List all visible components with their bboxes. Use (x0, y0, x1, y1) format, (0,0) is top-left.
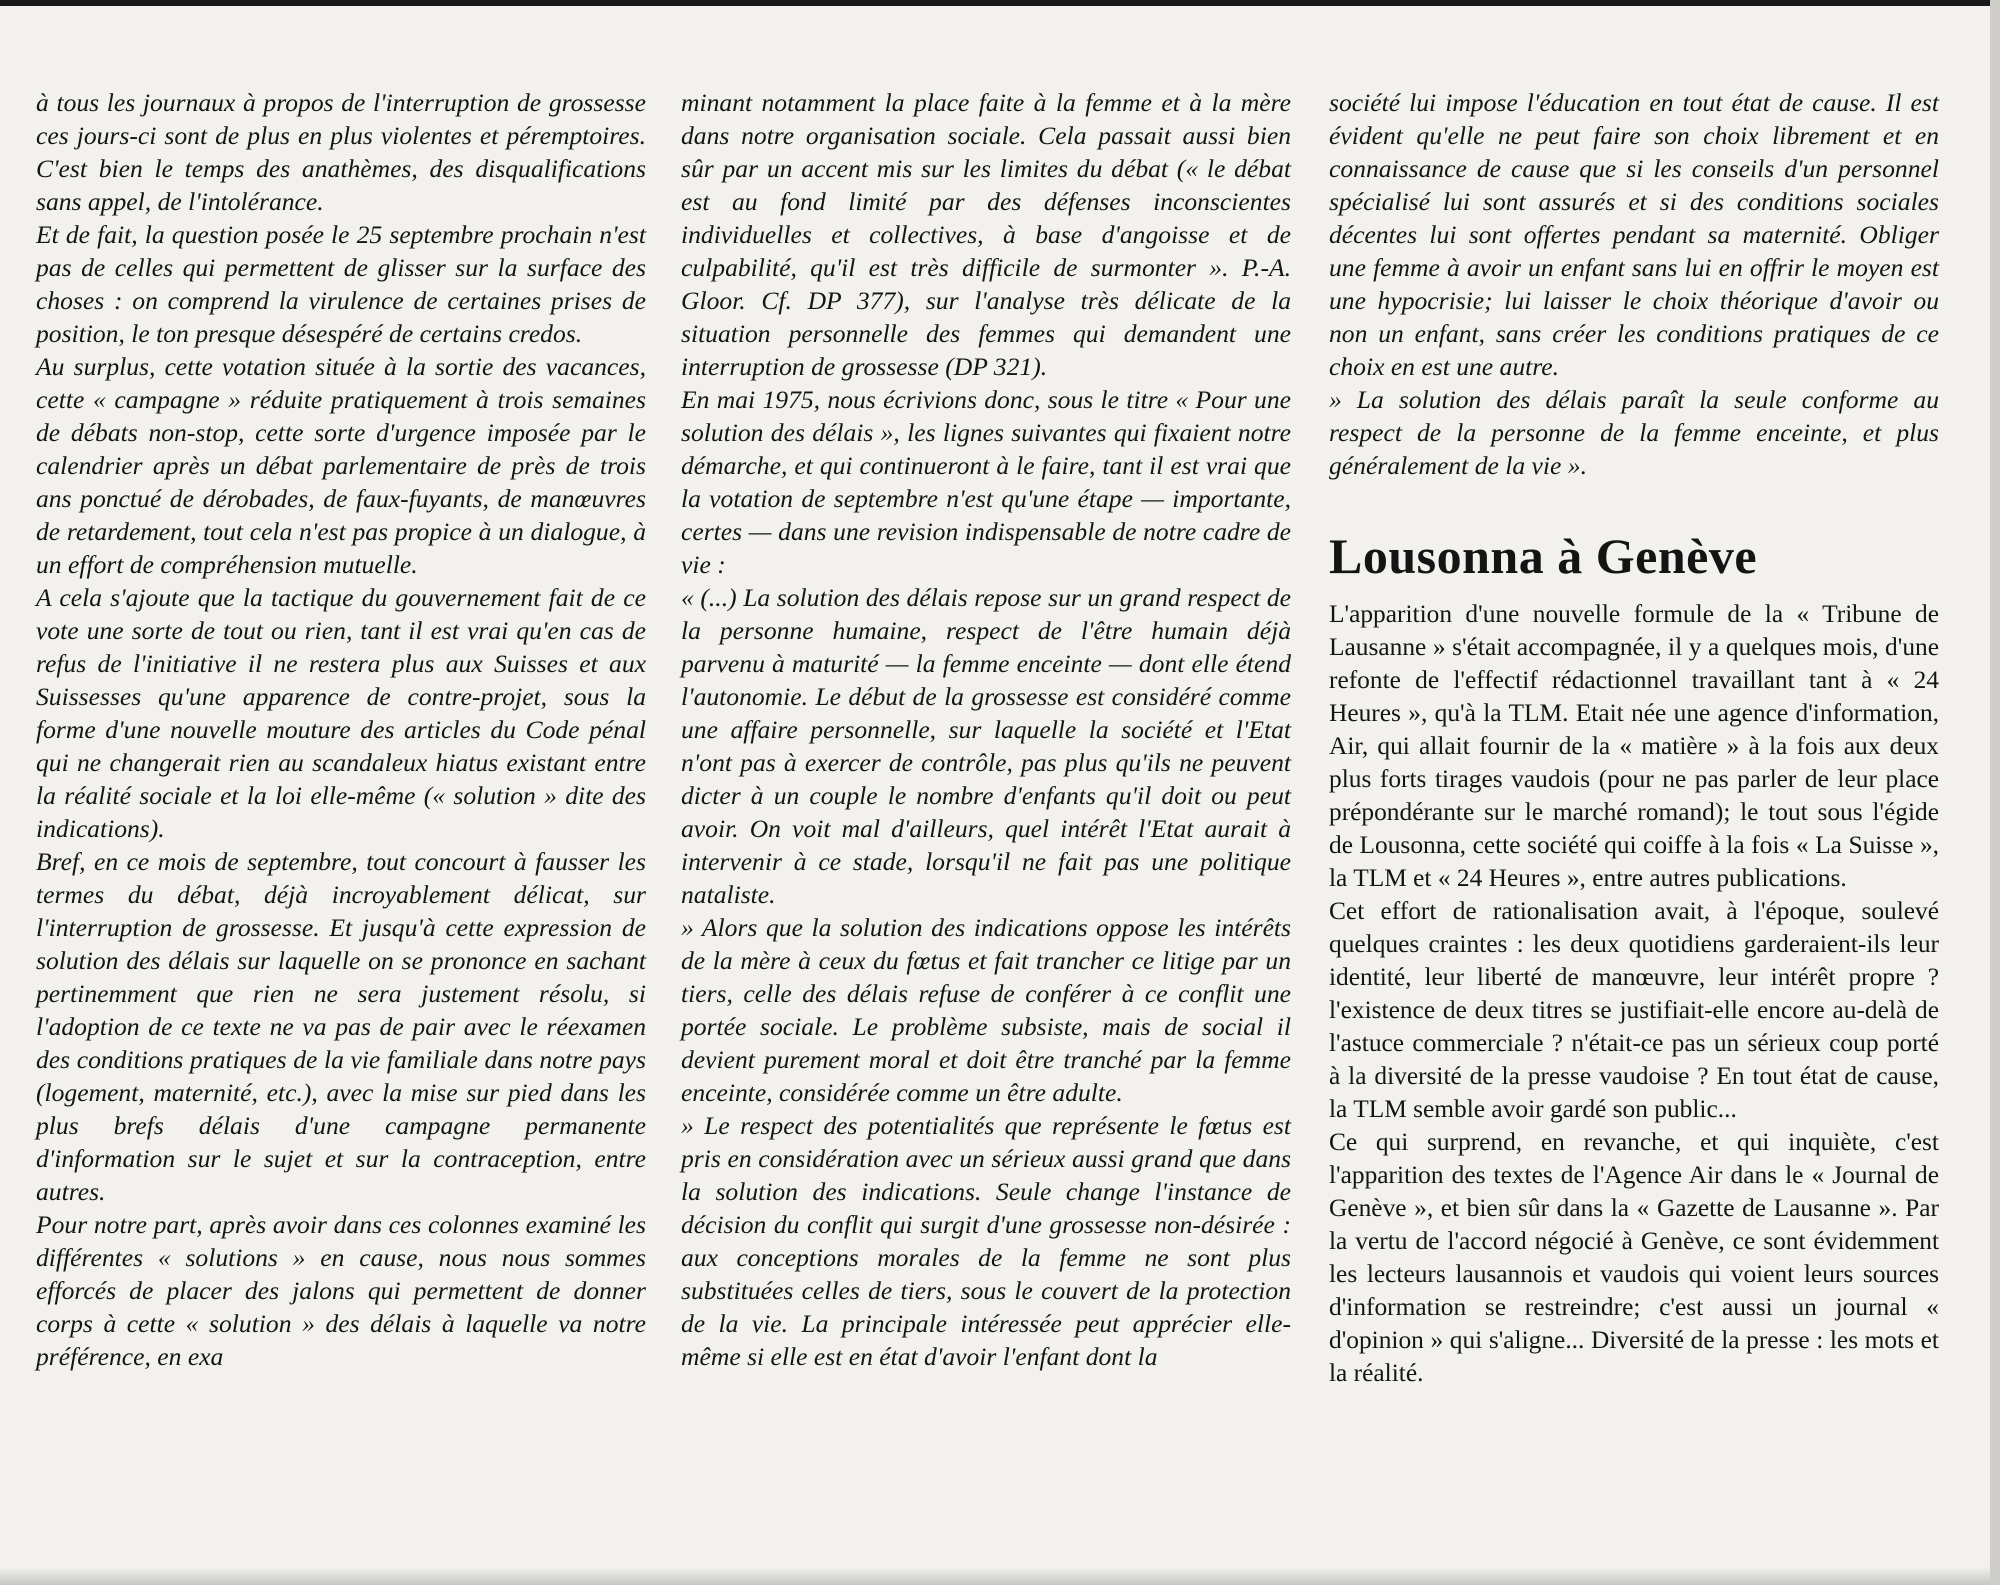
newspaper-page (0, 6, 1990, 1585)
paragraph: à tous les journaux à propos de l'interruption de grossesse ces jours-ci sont de plus en plus violentes et péremptoires. C'est bien le temps des anathèmes, des disqualifications sans appel, de l'intolérance. (36, 88, 646, 216)
paragraph: Pour notre part, après avoir dans ces colonnes examiné les différentes « solutions » en cause, nous nous sommes efforcés de placer des jalons qui permettent de donner corps à cette « solution » des délais à laquelle va notre préférence, en exa (36, 1210, 646, 1371)
paragraph: A cela s'ajoute que la tactique du gouvernement fait de ce vote une sorte de tout ou rien, tant il est vrai qu'en cas de refus de l'initiative il ne restera plus aux Suisses et aux Suissesses qu'une apparence de contre-projet, sous la forme d'une nouvelle mouture des articles du Code pénal qui ne changerait rien au scandaleux hiatus existant entre la réalité sociale et la loi elle-même (« solution » dite des indications). (36, 583, 646, 843)
paragraph: « (...) La solution des délais repose sur un grand respect de la personne humaine, respect de l'être humain déjà parvenu à maturité — la femme enceinte — dont elle étend l'autonomie. Le début de la grossesse est considéré comme une affaire personnelle, sur laquelle la société et l'Etat n'ont pas à exercer de contrôle, pas plus qu'ils ne peuvent dicter à un couple le nombre d'enfants qu'il doit ou peut avoir. On voit mal d'ailleurs, quel intérêt l'Etat aurait à intervenir à ce stade, lorsqu'il ne fait pas une politique nataliste. (681, 583, 1291, 909)
paragraph: Au surplus, cette votation située à la sortie des vacances, cette « campagne » réduite pratiquement à trois semaines de débats non-stop, cette sorte d'urgence imposée par le calendrier après un débat parlementaire de près de trois ans ponctué de dérobades, de faux-fuyants, de manœuvres de retardement, tout cela n'est pas propice à un dialogue, à un effort de compréhension mutuelle. (36, 352, 646, 579)
article-body (1329, 598, 1939, 1390)
top-border-rule (0, 0, 2000, 6)
column-right (1329, 86, 1939, 1390)
column-left (36, 86, 646, 1373)
paragraph: En mai 1975, nous écrivions donc, sous le titre « Pour une solution des délais », les lignes suivantes qui fixaient notre démarche, et qui continueront à le faire, tant il est vrai que la votation de septembre n'est qu'une étape — importante, certes — dans une revision indispensable de notre cadre de vie : (681, 385, 1291, 579)
paragraph: » Le respect des potentialités que représente le fœtus est pris en considération avec un sérieux aussi grand que dans la solution des indications. Seule change l'instance de décision du conflit qui surgit d'une grossesse non-désirée : aux conceptions morales de la femme ne sont plus substituées celles de tiers, sous le couvert de la protection de la vie. La principale intéressée peut apprécier elle-même si elle est en état d'avoir l'enfant dont la (681, 1111, 1291, 1371)
paragraph: L'apparition d'une nouvelle formule de la « Tribune de Lausanne » s'était accompagnée, il y a quelques mois, d'une refonte de l'effectif rédactionnel travaillant tant à « 24 Heures », qu'à la TLM. Etait née une agence d'information, Air, qui allait fournir de la « matière » à la fois aux deux plus forts tirages vaudois (pour ne pas parler de leur place prépondérante sur le marché romand); le tout sous l'égide de Lousonna, cette société qui coiffe à la fois « La Suisse », la TLM et « 24 Heures », entre autres publications. (1329, 600, 1939, 892)
paragraph: minant notamment la place faite à la femme et à la mère dans notre organisation sociale. Cela passait aussi bien sûr par un accent mis sur les limites du débat (« le débat est au fond limité par des défenses inconscientes individuelles et collectives, à base d'angoisse et de culpabilité, qu'il est très difficile de surmonter ». P.-A. Gloor. Cf. DP 377), sur l'analyse très délicate de la situation personnelle des femmes qui demandent une interruption de grossesse (DP 321). (681, 88, 1291, 381)
column-middle (681, 86, 1291, 1373)
paragraph: société lui impose l'éducation en tout état de cause. Il est évident qu'elle ne peut faire son choix librement et en connaissance de cause que si les conseils d'un personnel spécialisé lui sont assurés et si des conditions sociales décentes lui sont offertes pendant sa maternité. Obliger une femme à avoir un enfant sans lui en offrir le moyen est une hypocrisie; lui laisser le choix théorique d'avoir ou non un enfant, sans créer les conditions pratiques de ce choix en est une autre. (1329, 88, 1939, 381)
paragraph: Bref, en ce mois de septembre, tout concourt à fausser les termes du débat, déjà incroyablement délicat, sur l'interruption de grossesse. Et jusqu'à cette expression de solution des délais sur laquelle on se prononce en sachant pertinemment que rien ne sera justement résolu, si l'adoption de ce texte ne va pas de pair avec le réexamen des conditions pratiques de la vie familiale dans notre pays (logement, maternité, etc.), avec la mise sur pied dans les plus brefs délais d'une campagne permanente d'information sur le sujet et sur la contraception, entre autres. (36, 847, 646, 1206)
article-headline: Lousonna à Genève (1329, 528, 1758, 584)
paragraph: » Alors que la solution des indications oppose les intérêts de la mère à ceux du fœtus et fait trancher ce litige par un tiers, celle des délais refuse de conférer à ce conflit une portée sociale. Le problème subsiste, mais de social il devient purement moral et doit être tranché par la femme enceinte, considérée comme un être adulte. (681, 913, 1291, 1107)
paragraph: Et de fait, la question posée le 25 septembre prochain n'est pas de celles qui permettent de glisser sur la surface des choses : on comprend la virulence de certaines prises de position, le ton presque désespéré de certains credos. (36, 220, 646, 348)
paragraph: » La solution des délais paraît la seule conforme au respect de la personne de la femme enceinte, et plus généralement de la vie ». (1329, 385, 1939, 480)
page-right-edge (1990, 0, 2000, 1585)
page-bottom-shadow (0, 1567, 1990, 1585)
paragraph: Ce qui surprend, en revanche, et qui inquiète, c'est l'apparition des textes de l'Agence Air dans le « Journal de Genève », et bien sûr dans la « Gazette de Lausanne ». Par la vertu de l'accord négocié à Genève, ce sont évidemment les lecteurs lausannois et vaudois qui voient leurs sources d'information se restreindre; c'est aussi un journal « d'opinion » qui s'aligne... Diversité de la presse : les mots et la réalité. (1329, 1128, 1939, 1387)
paragraph: Cet effort de rationalisation avait, à l'époque, soulevé quelques craintes : les deux quotidiens garderaient-ils leur identité, leur liberté de manœuvre, leur intérêt propre ? l'existence de deux titres se justifiait-elle encore au-delà de l'astuce commerciale ? n'était-ce pas un sérieux coup porté à la diversité de la presse vaudoise ? En tout état de cause, la TLM semble avoir gardé son public... (1329, 897, 1939, 1123)
